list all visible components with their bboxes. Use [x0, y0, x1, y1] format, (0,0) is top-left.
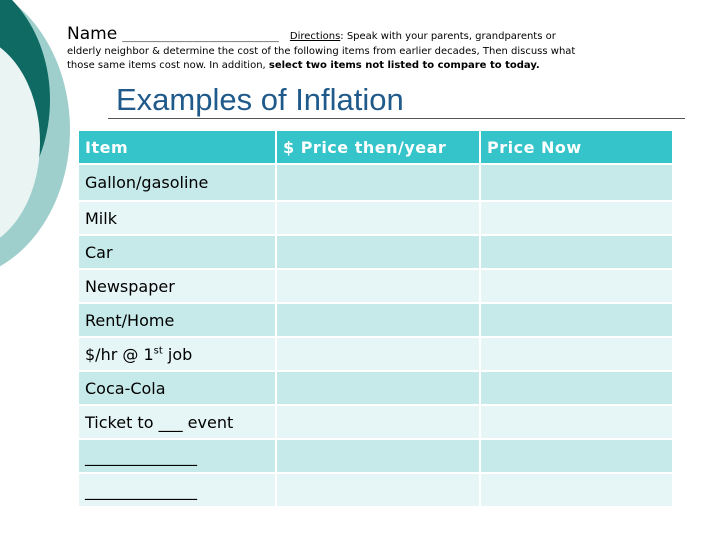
price-now-cell[interactable]	[480, 371, 673, 405]
price-now-cell[interactable]	[480, 164, 673, 201]
worksheet-header	[67, 24, 707, 73]
price-now-cell[interactable]	[480, 405, 673, 439]
price-then-cell[interactable]	[276, 473, 480, 507]
price-then-cell[interactable]	[276, 405, 480, 439]
price-then-cell[interactable]	[276, 164, 480, 201]
table-row	[79, 337, 673, 371]
item-cell: Car	[79, 235, 276, 269]
item-cell: Gallon/gasoline	[79, 164, 276, 201]
table-row	[79, 201, 673, 235]
price-now-cell[interactable]	[480, 439, 673, 473]
price-then-cell[interactable]	[276, 201, 480, 235]
name-blank: ____________________	[122, 28, 279, 43]
name-line	[67, 24, 707, 44]
table-row	[79, 371, 673, 405]
price-then-cell[interactable]	[276, 439, 480, 473]
table-row	[79, 473, 673, 507]
directions-first-line	[290, 31, 556, 42]
ordinal-suffix: st	[153, 345, 163, 357]
table-row	[79, 405, 673, 439]
item-cell: Milk	[79, 201, 276, 235]
directions-text-3	[67, 59, 707, 73]
price-then-cell[interactable]	[276, 269, 480, 303]
price-then-cell[interactable]	[276, 337, 480, 371]
price-now-cell[interactable]	[480, 201, 673, 235]
item-text-end: job	[162, 344, 193, 364]
price-now-cell[interactable]	[480, 269, 673, 303]
item-cell	[79, 337, 276, 371]
directions-text-3-plain: those same items cost now. In addition,	[67, 60, 269, 71]
page-title: Examples of Inflation	[116, 82, 404, 117]
item-cell: ______________	[79, 439, 276, 473]
item-cell: Coca-Cola	[79, 371, 276, 405]
table-row	[79, 235, 673, 269]
table-row	[79, 439, 673, 473]
directions-body	[67, 45, 707, 73]
title-underline	[108, 82, 685, 119]
price-now-cell[interactable]	[480, 303, 673, 337]
directions-text-1: : Speak with your parents, grandparents or	[340, 31, 556, 42]
directions-text-2: elderly neighbor & determine the cost of the following items from earlier decades, Then discuss what	[67, 46, 576, 57]
table-header-row	[79, 131, 673, 164]
column-header-item: Item	[79, 131, 276, 164]
item-cell: Newspaper	[79, 269, 276, 303]
price-now-cell[interactable]	[480, 235, 673, 269]
inflation-table	[79, 131, 674, 508]
price-then-cell[interactable]	[276, 371, 480, 405]
price-now-cell[interactable]	[480, 337, 673, 371]
price-then-cell[interactable]	[276, 235, 480, 269]
name-label: Name	[67, 24, 118, 44]
item-cell: Rent/Home	[79, 303, 276, 337]
table-row	[79, 303, 673, 337]
item-cell: ______________	[79, 473, 276, 507]
directions-text-3-bold: select two items not listed to compare to today.	[268, 60, 540, 71]
directions-label: Directions	[289, 31, 341, 42]
price-now-cell[interactable]	[480, 473, 673, 507]
price-then-cell[interactable]	[276, 303, 480, 337]
column-header-price-then: $ Price then/year	[276, 131, 480, 164]
table-row	[79, 269, 673, 303]
table-row	[79, 164, 673, 201]
item-cell: Ticket to ___ event	[79, 405, 276, 439]
item-text: $/hr @ 1	[85, 344, 154, 364]
column-header-price-now: Price Now	[480, 131, 673, 164]
